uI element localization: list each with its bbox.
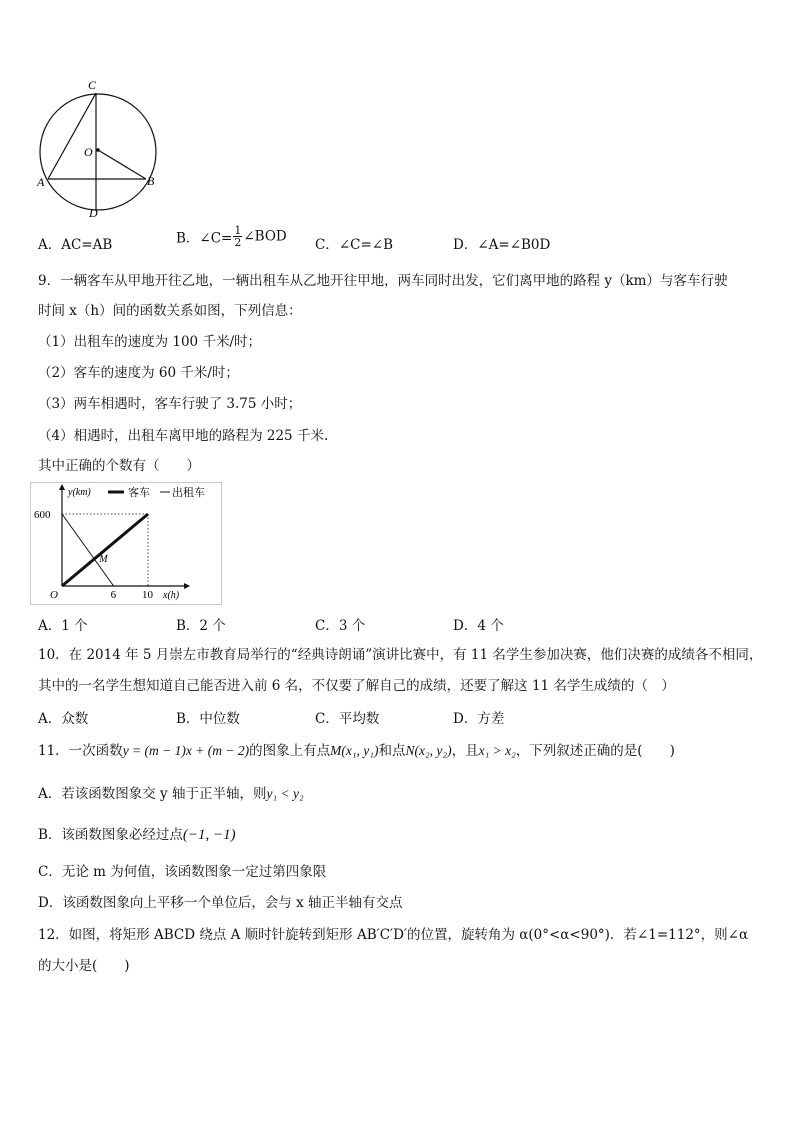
q9-item-1: （1）出租车的速度为 100 千米/时； xyxy=(38,334,261,350)
q11-stem-suffix: ，下列叙述正确的是( ) xyxy=(515,743,675,759)
q8-option-d: D．∠A=∠B0D xyxy=(453,237,551,253)
q11-stem-and: 和点 xyxy=(378,743,406,759)
label-a: A xyxy=(37,175,45,189)
segment-ca xyxy=(48,93,96,179)
legend-label-taxi: 出租车 xyxy=(172,487,205,499)
q10-stem-line2: 其中的一名学生想知道自己能否进入前 6 名，不仅要了解自己的成绩，还要了解这 11 名学生成绩的（ ） xyxy=(38,678,675,694)
q10-option-c: C．平均数 xyxy=(315,711,380,727)
origin-label: O xyxy=(50,589,58,601)
label-c: C xyxy=(88,78,97,92)
q8-option-c: C．∠C=∠B xyxy=(315,237,394,253)
series-line-bus xyxy=(62,514,148,586)
q11-option-a-text: A．若该函数图象交 y 轴于正半轴，则 xyxy=(38,786,267,802)
q11-option-b-expression: (−1, −1) xyxy=(182,827,236,843)
q9-option-d: D．4 个 xyxy=(453,618,504,634)
fraction-numerator: 1 xyxy=(234,224,242,237)
q9-option-a: A．1 个 xyxy=(38,618,88,634)
q11-point-m: M(x₁, y₁) xyxy=(330,743,379,758)
q9-item-3: （3）两车相遇时，客车行驶了 3.75 小时； xyxy=(38,396,302,412)
label-d: D xyxy=(89,206,98,220)
q11-option-c: C．无论 m 为何值，该函数图象一定过第四象限 xyxy=(38,864,327,880)
q11-point-n: N(x₂, y₂) xyxy=(405,743,452,758)
q9-function-chart xyxy=(30,482,230,606)
q8-option-a: A．AC=AB xyxy=(38,237,113,253)
q9-item-2: （2）客车的速度为 60 千米/时； xyxy=(38,365,239,381)
q12-stem-line2: 的大小是( ) xyxy=(38,958,130,974)
q12-stem-line1: 12．如图，将矩形 ABCD 绕点 A 顺时针旋转到矩形 AB′C′D′的位置，旋转角为 α(0°<α<90°)．若∠1=112°，则∠α xyxy=(38,927,749,943)
q8-option-b-prefix: B．∠C= xyxy=(176,230,233,247)
q11-stem-middle: 的图象上有点 xyxy=(249,743,331,759)
q11-option-d: D．该函数图象向上平移一个单位后，会与 x 轴正半轴有交点 xyxy=(38,895,403,911)
segment-ob xyxy=(98,150,146,179)
q11-option-a xyxy=(38,785,304,803)
center-point xyxy=(96,148,100,152)
q11-function-expression: y = (m − 1)x + (m − 2) xyxy=(122,743,250,758)
q9-item-4: （4）相遇时，出租车离甲地的路程为 225 千米. xyxy=(38,428,329,444)
q10-option-a: A．众数 xyxy=(38,711,89,727)
q9-option-b: B．2 个 xyxy=(176,618,226,634)
q10-option-d: D．方差 xyxy=(453,711,505,727)
q9-option-c: C．3 个 xyxy=(315,618,366,634)
legend-label-bus: 客车 xyxy=(128,487,150,499)
q11-condition: x₁ > x₂ xyxy=(478,743,516,758)
q8-circle-figure xyxy=(30,72,170,224)
q11-stem-prefix: 11．一次函数 xyxy=(38,743,123,759)
circle-o xyxy=(40,94,156,210)
fraction-denominator: 2 xyxy=(234,236,242,249)
y-axis-arrow xyxy=(59,484,65,490)
intersection-label-m: M xyxy=(99,554,108,565)
q8-option-b-suffix: ∠BOD xyxy=(243,228,287,245)
label-b: B xyxy=(147,174,155,188)
q10-stem-line1: 10．在 2014 年 5 月崇左市教育局举行的“经典诗朗诵”演讲比赛中，有 11 名学生参加决赛，他们决赛的成绩各不相同， xyxy=(38,647,763,663)
q11-stem xyxy=(38,742,675,760)
q8-option-b xyxy=(176,225,287,248)
y-axis-label: y(km) xyxy=(68,487,91,498)
fraction-one-half xyxy=(233,225,242,248)
x-tick-label-6: 6 xyxy=(110,589,117,601)
x-axis-arrow xyxy=(184,583,190,589)
q11-option-b xyxy=(38,826,236,844)
y-tick-label-600: 600 xyxy=(34,509,51,521)
q11-option-b-text: B．该函数图象必经过点 xyxy=(38,827,183,843)
q9-question: 其中正确的个数有（ ） xyxy=(38,458,200,474)
q11-stem-cond-prefix: ，且 xyxy=(451,743,479,759)
q11-option-a-expression: y₁ < y₂ xyxy=(266,786,304,801)
q10-option-b: B．中位数 xyxy=(176,711,240,727)
q9-stem-line1: 9．一辆客车从甲地开往乙地，一辆出租车从乙地开往甲地，两车同时出发，它们离甲地的路程 y（km）与客车行驶 xyxy=(38,273,728,289)
x-axis-label: x(h) xyxy=(163,590,180,601)
label-o: O xyxy=(84,145,93,159)
x-tick-label-10: 10 xyxy=(142,589,153,601)
q9-stem-line2: 时间 x（h）间的函数关系如图，下列信息： xyxy=(38,303,302,319)
